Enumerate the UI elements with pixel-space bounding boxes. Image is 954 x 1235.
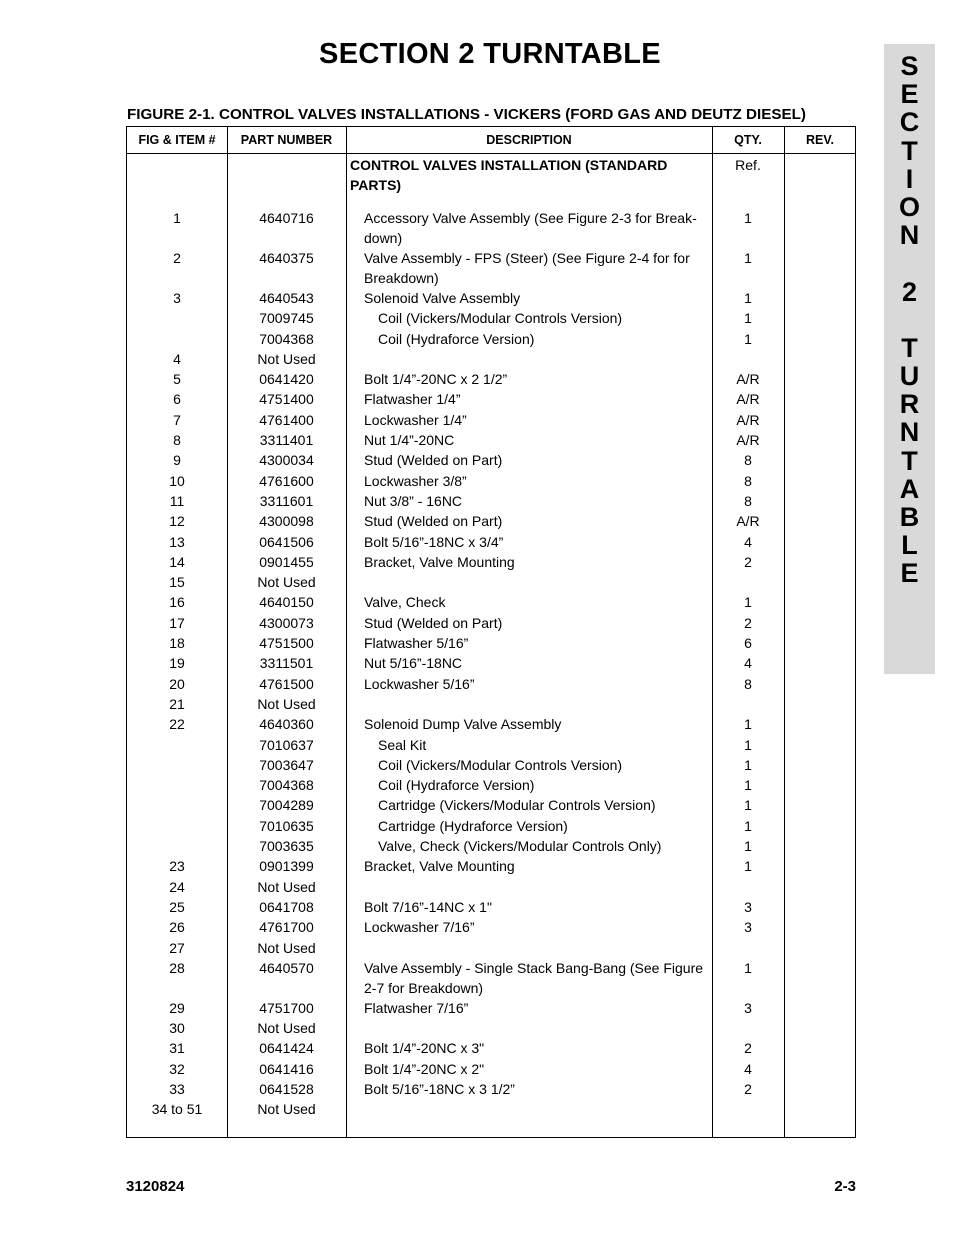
part-number-cell: 4640375 <box>259 250 314 266</box>
side-tab-letters <box>884 44 935 588</box>
qty-cell: A/R <box>736 513 760 530</box>
table-row <box>127 714 855 734</box>
fig-cell: 10 <box>169 472 185 489</box>
table-row <box>127 613 855 633</box>
column-header-description: DESCRIPTION <box>486 133 572 147</box>
fig-cell: 18 <box>169 635 185 652</box>
table-row <box>127 308 855 328</box>
qty-cell: 8 <box>744 492 752 509</box>
part-number-cell: 4751700 <box>259 999 314 1016</box>
part-number-cell: 4640716 <box>259 210 314 226</box>
description-cell: Stud (Welded on Part) <box>364 614 503 631</box>
part-number-cell: 4761700 <box>259 919 314 936</box>
header-divider <box>127 153 855 154</box>
part-number-cell: 4640360 <box>259 716 314 733</box>
side-tab-letter: T <box>901 445 918 476</box>
qty-cell: A/R <box>736 432 760 449</box>
table-row <box>127 795 855 815</box>
qty-cell: 1 <box>744 756 752 773</box>
description-cell: Bolt 5/16”-18NC x 3 1/2” <box>364 1080 515 1097</box>
table-row <box>127 998 855 1018</box>
side-tab-letter: 2 <box>901 276 918 307</box>
column-header-rev: REV. <box>805 133 835 147</box>
qty-cell: 8 <box>744 472 752 489</box>
part-number-cell: 7003635 <box>259 838 314 855</box>
fig-cell: 34 to 51 <box>151 1101 203 1118</box>
column-header-fig: FIG & ITEM # <box>138 133 216 147</box>
part-number-cell: 0901455 <box>259 553 314 570</box>
table-row <box>127 532 855 552</box>
table-row <box>127 755 855 775</box>
qty-cell: A/R <box>736 371 760 388</box>
table-row <box>127 208 855 248</box>
table-row <box>127 958 855 998</box>
description-cell: Bolt 1/4”-20NC x 3" <box>364 1040 485 1057</box>
part-number-cell: Not Used <box>257 878 316 895</box>
part-number-cell: 7003647 <box>259 756 314 773</box>
description-cell: Accessory Valve Assembly (See Figure 2-3 for Break-down) <box>364 210 697 246</box>
description-cell: Coil (Vickers/Modular Controls Version) <box>378 756 623 773</box>
table-row <box>127 775 855 795</box>
qty-cell: A/R <box>736 391 760 408</box>
qty-cell: 3 <box>744 999 752 1016</box>
table-row <box>127 1099 855 1119</box>
side-tab-letter: L <box>901 530 918 561</box>
fig-cell: 31 <box>169 1040 185 1057</box>
fig-cell: 32 <box>169 1060 185 1077</box>
fig-cell: 7 <box>173 411 181 428</box>
fig-cell: 2 <box>173 250 181 266</box>
description-cell: Stud (Welded on Part) <box>364 513 503 530</box>
table-row <box>127 674 855 694</box>
table-row <box>127 633 855 653</box>
qty-cell: 1 <box>744 250 752 266</box>
qty-cell: 1 <box>744 959 752 976</box>
fig-cell: 19 <box>169 655 185 672</box>
qty-cell: 8 <box>744 675 752 692</box>
qty-cell: 4 <box>744 655 752 672</box>
description-cell: Valve, Check (Vickers/Modular Controls Only) <box>378 838 662 855</box>
part-number-cell: 0641506 <box>259 533 314 550</box>
fig-cell: 14 <box>169 553 185 570</box>
qty-cell: 4 <box>744 1060 752 1077</box>
qty-cell: 3 <box>744 919 752 936</box>
part-number-cell: 0641420 <box>259 371 314 388</box>
qty-cell: A/R <box>736 411 760 428</box>
description-cell: Nut 1/4”-20NC <box>364 432 455 449</box>
table-row <box>127 592 855 612</box>
table-row <box>127 248 855 288</box>
description-cell: Bolt 1/4”-20NC x 2 1/2” <box>364 371 508 388</box>
fig-cell: 22 <box>169 716 185 733</box>
fig-cell: 30 <box>169 1020 185 1037</box>
part-number-cell: 4751400 <box>259 391 314 408</box>
table-row <box>127 877 855 897</box>
side-tab-letter: O <box>898 191 920 222</box>
qty-cell: 1 <box>744 716 752 733</box>
table-row <box>127 938 855 958</box>
description-cell: Stud (Welded on Part) <box>364 452 503 469</box>
part-number-cell: 0641528 <box>259 1080 314 1097</box>
part-number-cell: 0641416 <box>259 1060 314 1077</box>
table-body <box>127 155 855 1120</box>
table-row-section <box>127 155 855 208</box>
fig-cell: 26 <box>169 919 185 936</box>
table-row <box>127 1018 855 1038</box>
part-number-cell: 4761400 <box>259 411 314 428</box>
table-row <box>127 816 855 836</box>
table-row <box>127 735 855 755</box>
qty-cell: 1 <box>744 817 752 834</box>
part-number-cell: 3311601 <box>259 492 314 509</box>
description-cell: Solenoid Dump Valve Assembly <box>364 716 562 733</box>
part-number-cell: 7004289 <box>259 797 314 814</box>
description-cell: Coil (Hydraforce Version) <box>378 330 535 347</box>
description-cell: Solenoid Valve Assembly <box>364 290 521 306</box>
fig-cell: 5 <box>173 371 181 388</box>
part-number-cell: 4300098 <box>259 513 314 530</box>
side-tab-letter: S <box>900 51 919 81</box>
table-row <box>127 897 855 917</box>
description-cell: Lockwasher 7/16” <box>364 919 475 936</box>
part-number-cell: 7004368 <box>259 777 314 794</box>
part-number-cell: 0641424 <box>259 1040 314 1057</box>
part-number-cell: 4300034 <box>259 452 314 469</box>
description-cell: Bolt 7/16”-14NC x 1" <box>364 898 492 915</box>
table-row <box>127 836 855 856</box>
side-tab-letter: E <box>900 79 919 110</box>
fig-cell: 11 <box>169 492 185 509</box>
part-number-cell: 3311401 <box>259 432 314 449</box>
description-cell: Nut 5/16”-18NC <box>364 655 463 672</box>
part-number-cell: 7004368 <box>259 330 314 347</box>
page-number: 2-3 <box>834 1178 856 1195</box>
side-tab-letter: I <box>905 163 914 194</box>
table-row <box>127 653 855 673</box>
document-number: 3120824 <box>126 1178 185 1195</box>
qty-cell: 1 <box>744 777 752 794</box>
side-tab-letter: N <box>899 417 920 448</box>
side-tab-letter: A <box>899 473 920 504</box>
part-number-cell: 4300073 <box>259 614 314 631</box>
description-cell: Bolt 1/4”-20NC x 2" <box>364 1060 485 1077</box>
side-tab-letter: C <box>899 107 920 138</box>
fig-cell: 21 <box>169 695 185 712</box>
side-tab-letter: U <box>899 361 920 392</box>
table-row <box>127 1079 855 1099</box>
fig-cell: 27 <box>169 939 185 956</box>
side-tab-letter: T <box>901 135 918 166</box>
description-cell: Bracket, Valve Mounting <box>364 553 515 570</box>
side-tab-letter: E <box>900 558 919 589</box>
qty-cell: 6 <box>744 635 752 652</box>
description-cell: Lockwasher 5/16” <box>364 675 475 692</box>
part-number-cell: 0901399 <box>259 858 314 875</box>
table-row <box>127 430 855 450</box>
description-cell: Flatwasher 7/16” <box>364 999 469 1016</box>
description-cell: Bracket, Valve Mounting <box>364 858 515 875</box>
fig-cell: 6 <box>173 391 181 408</box>
side-tab-letter: R <box>899 389 920 420</box>
part-number-cell: 7010637 <box>259 736 314 753</box>
description-cell: Valve Assembly - Single Stack Bang-Bang (See Figure 2-7 for Breakdown) <box>364 959 704 996</box>
description-cell: Lockwasher 1/4” <box>364 411 467 428</box>
fig-cell: 15 <box>169 574 185 591</box>
table-row <box>127 491 855 511</box>
qty-cell: 4 <box>744 533 752 550</box>
fig-cell: 13 <box>169 533 185 550</box>
table-row <box>127 552 855 572</box>
fig-cell: 1 <box>173 210 181 226</box>
side-tab-letter: B <box>899 502 920 532</box>
table-row <box>127 410 855 430</box>
part-number-cell: 4751500 <box>259 635 314 652</box>
description-cell: Seal Kit <box>378 736 427 753</box>
table-row <box>127 471 855 491</box>
description-cell: Coil (Hydraforce Version) <box>378 777 535 794</box>
fig-cell: 24 <box>169 878 185 895</box>
qty-cell: 1 <box>744 290 752 306</box>
part-number-cell: Not Used <box>257 350 316 367</box>
table-row <box>127 917 855 937</box>
part-number-cell: Not Used <box>257 1101 316 1118</box>
description-cell: Flatwasher 1/4” <box>364 391 461 408</box>
description-cell: Flatwasher 5/16” <box>364 635 469 652</box>
qty-cell: 1 <box>744 797 752 814</box>
fig-cell: 8 <box>173 432 181 449</box>
table-row <box>127 369 855 389</box>
qty-cell: 1 <box>744 594 752 611</box>
description-cell: Valve, Check <box>364 594 446 611</box>
part-number-cell: 0641708 <box>259 898 314 915</box>
table-row <box>127 288 855 308</box>
fig-cell: 29 <box>169 999 185 1016</box>
qty-cell: 2 <box>744 1080 752 1097</box>
description-cell: Lockwasher 3/8” <box>364 472 467 489</box>
description-cell: Coil (Vickers/Modular Controls Version) <box>378 310 623 327</box>
description-cell: Valve Assembly - FPS (Steer) (See Figure 2-4 for for Breakdown) <box>364 250 690 286</box>
fig-cell: 25 <box>169 898 185 915</box>
description-cell: Nut 3/8” - 16NC <box>364 492 463 509</box>
table-row <box>127 1038 855 1058</box>
section-title: SECTION 2 TURNTABLE <box>319 38 661 70</box>
fig-cell: 33 <box>169 1080 185 1097</box>
table-row <box>127 450 855 470</box>
table-row <box>127 1059 855 1079</box>
part-number-cell: 4761600 <box>259 472 314 489</box>
qty-cell: 1 <box>744 858 752 875</box>
column-header-qty: QTY. <box>734 133 762 147</box>
qty-cell: 1 <box>744 310 752 327</box>
qty-cell: 2 <box>744 614 752 631</box>
qty-cell: 8 <box>744 452 752 469</box>
part-number-cell: Not Used <box>257 695 316 712</box>
table-row <box>127 349 855 369</box>
part-number-cell: 4640570 <box>259 959 314 976</box>
fig-cell: 4 <box>173 350 181 367</box>
fig-cell: 23 <box>169 858 185 875</box>
part-number-cell: 4640150 <box>259 594 314 611</box>
section-row-qty: Ref. <box>735 157 761 173</box>
fig-cell: 28 <box>169 959 185 976</box>
fig-cell: 3 <box>173 290 181 306</box>
table-row <box>127 856 855 876</box>
parts-table <box>126 126 856 1138</box>
part-number-cell: Not Used <box>257 574 316 591</box>
description-cell: Cartridge (Hydraforce Version) <box>378 817 568 834</box>
section-side-tab <box>884 44 935 674</box>
fig-cell: 20 <box>169 675 185 692</box>
qty-cell: 1 <box>744 736 752 753</box>
section-row-description: CONTROL VALVES INSTALLATION (STANDARD PARTS) <box>350 157 668 193</box>
side-tab-letter: T <box>901 332 918 363</box>
fig-cell: 16 <box>169 594 185 611</box>
table-row <box>127 572 855 592</box>
qty-cell: 3 <box>744 898 752 915</box>
part-number-cell: 7010635 <box>259 817 314 834</box>
fig-cell: 17 <box>169 614 185 631</box>
column-header-part-number: PART NUMBER <box>240 133 333 147</box>
qty-cell: 1 <box>744 330 752 347</box>
table-row <box>127 511 855 531</box>
description-cell: Cartridge (Vickers/Modular Controls Version) <box>378 797 656 814</box>
part-number-cell: Not Used <box>257 939 316 956</box>
qty-cell: 2 <box>744 1040 752 1057</box>
part-number-cell: 4761500 <box>259 675 314 692</box>
part-number-cell: 4640543 <box>259 290 314 306</box>
part-number-cell: 7009745 <box>259 310 314 327</box>
table-row <box>127 389 855 409</box>
fig-cell: 12 <box>169 513 185 530</box>
table-row <box>127 694 855 714</box>
figure-title: FIGURE 2-1. CONTROL VALVES INSTALLATIONS - VICKERS (FORD GAS AND DEUTZ DIESEL) <box>127 106 806 123</box>
description-cell: Bolt 5/16”-18NC x 3/4” <box>364 533 504 550</box>
qty-cell: 2 <box>744 553 752 570</box>
table-row <box>127 329 855 349</box>
part-number-cell: 3311501 <box>259 655 314 672</box>
part-number-cell: Not Used <box>257 1020 316 1037</box>
qty-cell: 1 <box>744 210 752 226</box>
side-tab-letter: N <box>899 220 920 251</box>
fig-cell: 9 <box>173 452 181 469</box>
qty-cell: 1 <box>744 838 752 855</box>
